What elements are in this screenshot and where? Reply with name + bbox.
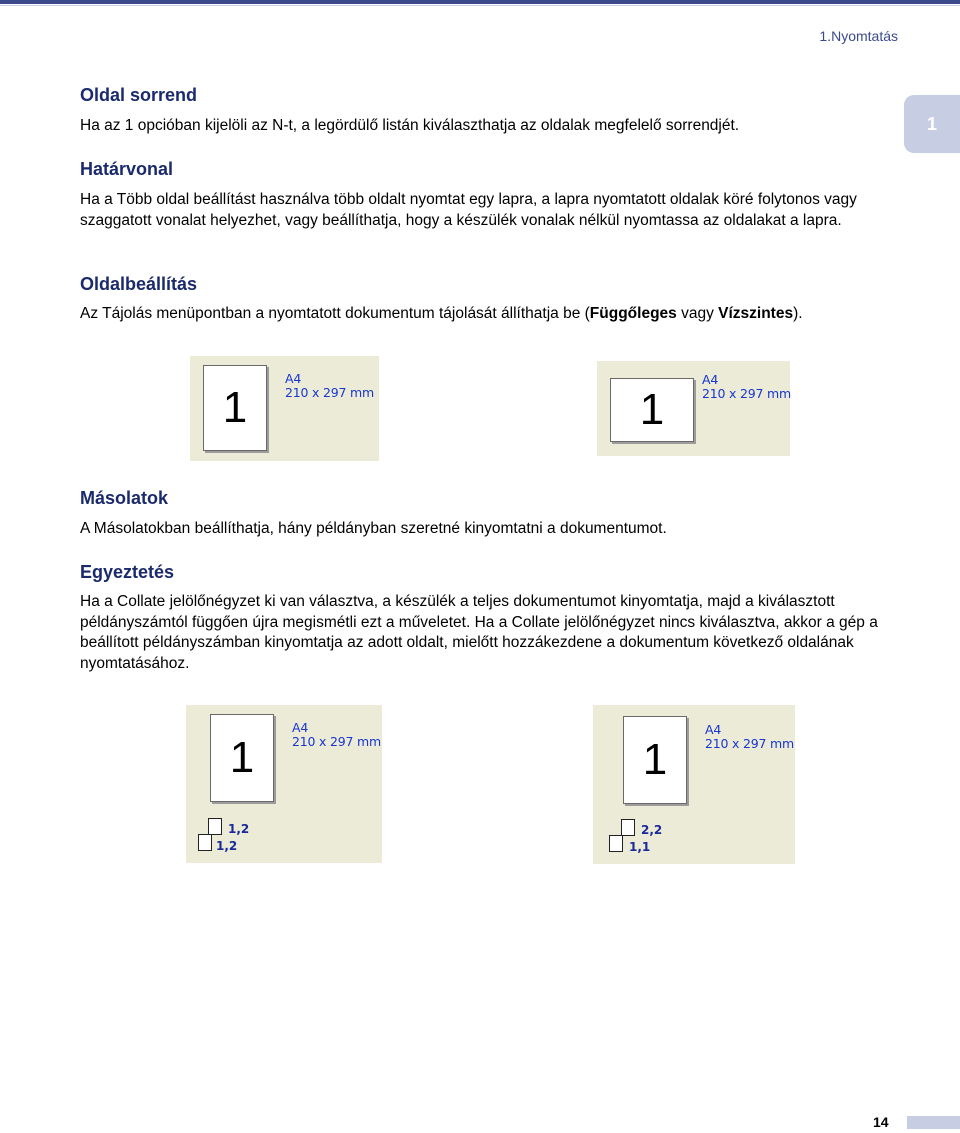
portrait-preview xyxy=(190,356,379,461)
paper-size: A4 xyxy=(705,722,722,737)
paper-dims: 210 x 297 mm xyxy=(292,734,381,749)
copies-icon xyxy=(196,816,276,856)
option-landscape: Vízszintes xyxy=(718,305,794,322)
landscape-preview xyxy=(597,361,790,456)
section-title-oldalbeallitas: Oldalbeállítás xyxy=(80,274,198,294)
copy-order-top: 1,2 xyxy=(228,822,250,836)
copy-page-back xyxy=(621,819,635,836)
section-body-oldal-sorrend: Ha az 1 opcióban kijelöli az N-t, a legördülő listán kiválaszthatja az oldalak megfelelő sorrendjét. xyxy=(80,117,740,134)
paper-size: A4 xyxy=(292,720,309,735)
paper-dims: 210 x 297 mm xyxy=(705,736,794,751)
paper-dims: 210 x 297 mm xyxy=(702,386,791,401)
copy-order-bottom: 1,2 xyxy=(216,839,238,853)
section-body-egyeztetes: Ha a Collate jelölőnégyzet ki van választva, a készülék a teljes dokumentumot kinyomtatja, majd a kiválasztott példányszámtól függően újra megismétli ezt a műveletet. Ha a Collate jelölőnégyzet nincs kiválasztva, akkor a gép a beállított példányszámban kinyomtatja az adott oldalt, mielőtt hozzákezdene a dokumentum következő oldalának nyomtatásához. xyxy=(80,593,878,672)
paper-dims: 210 x 297 mm xyxy=(285,385,374,400)
option-portrait: Függőleges xyxy=(589,305,677,322)
header-rule-thin xyxy=(0,5,960,6)
paper-info xyxy=(292,721,381,749)
paper-size: A4 xyxy=(285,371,302,386)
copy-order-bottom: 1,1 xyxy=(629,840,651,854)
section-title-hatarvonal: Határvonal xyxy=(80,159,174,179)
page-sheet: 1 xyxy=(203,365,267,451)
chapter-tab: 1 xyxy=(904,95,960,153)
header-rule xyxy=(0,0,960,4)
copy-page-front xyxy=(609,835,623,852)
paper-info xyxy=(705,723,794,751)
collated-preview xyxy=(186,705,382,863)
section-title-oldal-sorrend: Oldal sorrend xyxy=(80,85,198,105)
copy-order-top: 2,2 xyxy=(641,823,663,837)
section-body-hatarvonal: Ha a Több oldal beállítást használva több oldalt nyomtat egy lapra, a lapra nyomtatott oldalak köré folytonos vagy szaggatott vonalat helyezhet, vagy beállíthatja, hogy a készülék vonalak nélkül nyomtassa az oldalakat a lapra. xyxy=(80,191,857,229)
copies-icon xyxy=(607,817,687,857)
copy-page-back xyxy=(208,818,222,835)
page-sheet: 1 xyxy=(610,378,694,442)
page-number: 14 xyxy=(873,1114,889,1130)
footer-bar xyxy=(907,1116,960,1129)
section-title-egyeztetes: Egyeztetés xyxy=(80,562,175,582)
section-body-oldalbeallitas xyxy=(80,304,895,325)
paper-info xyxy=(285,372,374,400)
section-body-masolatok: A Másolatokban beállíthatja, hány példányban szeretné kinyomtatni a dokumentumot. xyxy=(80,520,667,537)
text-run: Az Tájolás menüpontban a nyomtatott dokumentum tájolását állíthatja be ( xyxy=(80,305,590,322)
text-run: vagy xyxy=(676,305,719,322)
page-sheet: 1 xyxy=(210,714,274,802)
text-run: ). xyxy=(793,305,803,322)
section-title-masolatok: Másolatok xyxy=(80,488,169,508)
chapter-title: 1.Nyomtatás xyxy=(819,28,898,44)
copy-page-front xyxy=(198,834,212,851)
page-sheet: 1 xyxy=(623,716,687,804)
paper-size: A4 xyxy=(702,372,719,387)
uncollated-preview xyxy=(593,705,795,864)
paper-info xyxy=(702,373,791,401)
